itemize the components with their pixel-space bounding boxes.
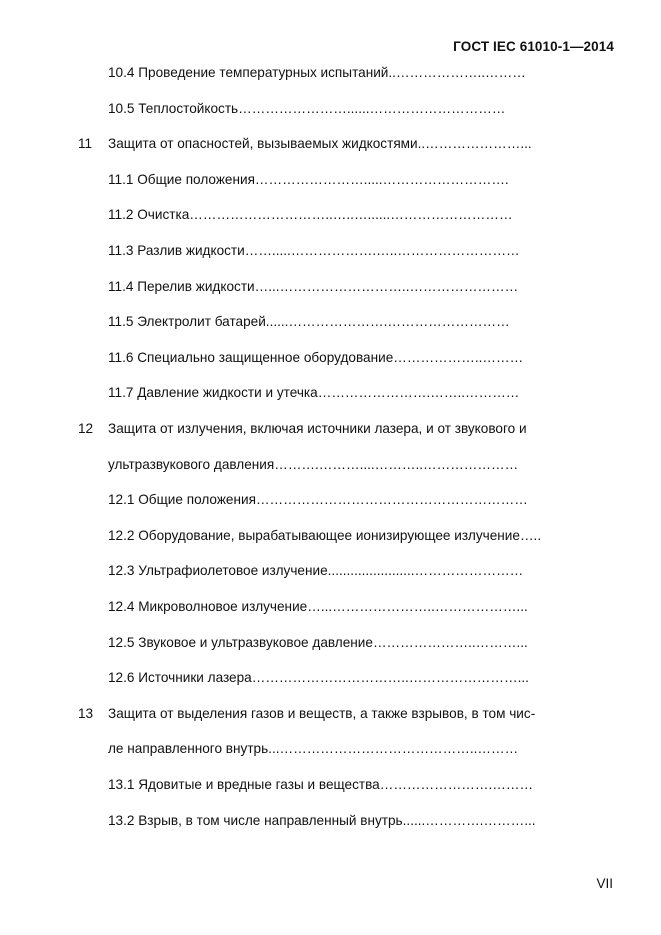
- toc-section-number: 13: [78, 705, 94, 721]
- toc-entry-text: 11.6 Специально защищенное оборудование………………..………: [108, 349, 524, 365]
- toc-entry-text: Защита от излучения, включая источники лазера, и от звукового и: [108, 421, 527, 436]
- toc-entry-text: 11.7 Давление жидкости и утечка…………………….……..…………: [108, 385, 520, 401]
- toc-entry-text: 13.1 Ядовитые и вредные газы и вещества…………………….………: [108, 777, 534, 792]
- toc-entry-text: ле направленного внутрь...……………………………………..………: [108, 741, 519, 757]
- toc-entry-text: Защита от выделения газов и веществ, а также взрывов, в том чис-: [108, 705, 536, 721]
- toc-entry-text: 12.2 Оборудование, вырабатывающее ионизирующее излучение…..: [108, 527, 542, 543]
- toc-entry-text: 11.4 Перелив жидкости…...………………………..……………………: [108, 278, 519, 294]
- toc-entry-text: 11.3 Разлив жидкости…….....……………….…..………………………: [108, 243, 520, 258]
- toc-entry-text: 12.1 Общие положения……………………………………………………: [108, 492, 528, 508]
- toc-entry-text: 12.4 Микроволновое излучение…...…………………..………………...: [108, 599, 528, 614]
- toc-entry-text: 12.5 Звуковое и ультразвуковое давление…………………..………...: [108, 634, 528, 650]
- toc-entry-text: 12.6 Источники лазера……………………………..……………………...: [108, 670, 529, 686]
- toc-entry-text: Защита от опасностей, вызываемых жидкостями..…………………...: [108, 136, 532, 152]
- toc-section-number: 11: [78, 136, 93, 152]
- page-number: VII: [596, 876, 613, 891]
- toc-entry-text: 12.3 Ультрафиолетовое излучение.......................……………………: [108, 563, 524, 579]
- document-header: ГОСТ IEC 61010-1—2014: [453, 39, 614, 54]
- toc-entry-text: 10.4 Проведение температурных испытаний..………………..………: [108, 65, 526, 80]
- toc-entry-text: 11.1 Общие положения…………………….....……………………….: [108, 171, 509, 187]
- toc-entry-text: 10.5 Теплостойкость……………………......…………………………: [108, 100, 506, 116]
- toc-entry-text: 13.2 Взрыв, в том числе направленный внутрь......………….………...: [108, 812, 536, 828]
- toc-entry-text: ультразвукового давления……….………....………..…………………: [108, 456, 519, 472]
- toc-entry-text: 11.2 Очистка…………………………..…..…......………………………: [108, 207, 513, 223]
- toc-section-number: 12: [78, 421, 94, 436]
- toc-entry-text: 11.5 Электролит батарей......………………….………………………: [108, 314, 510, 330]
